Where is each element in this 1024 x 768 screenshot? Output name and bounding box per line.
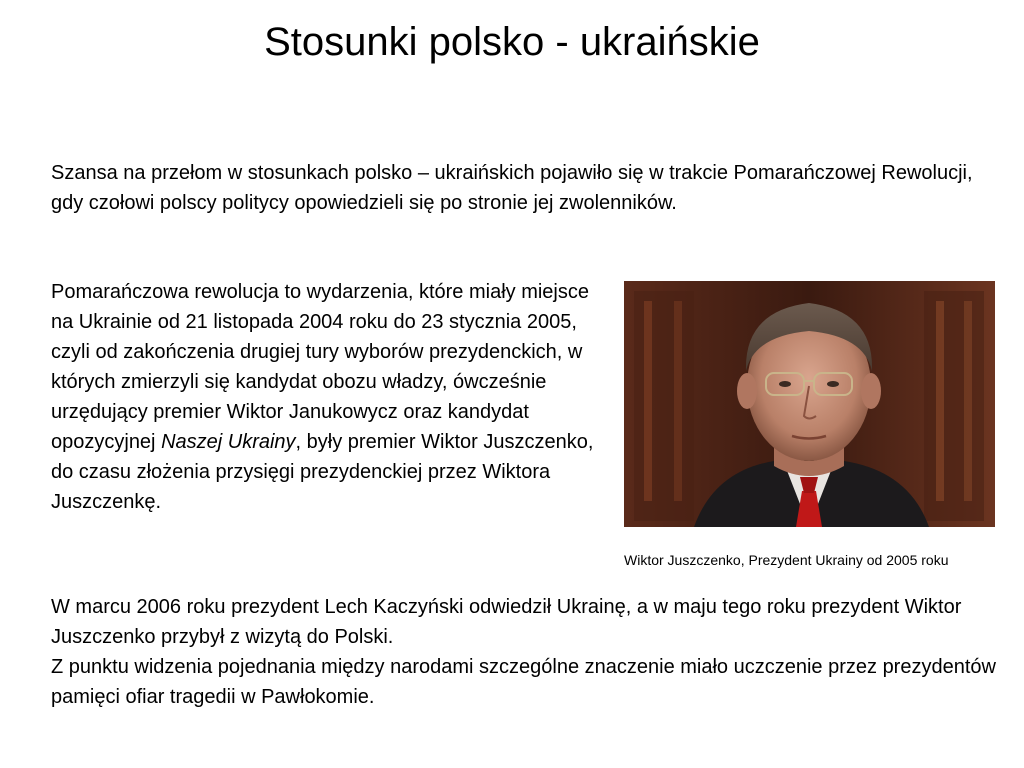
slide-title: Stosunki polsko - ukraińskie (264, 20, 760, 64)
paragraph-text-before: Pomarańczowa rewolucja to wydarzenia, które miały miejsce na Ukrainie od 21 listopada 2004 roku do 23 stycznia 2005, czyli od zakończenia drugiej tury wyborów prezydenckich, w których zmierzyli się kandydat obozu władzy, ówcześnie urzędujący premier Wiktor Janukowycz oraz kandydat opozycyjnej (51, 281, 589, 453)
orange-revolution-paragraph (51, 277, 611, 517)
reconciliation-line: Z punktu widzenia pojednania między narodami szczególne znaczenie miało uczczenie przez prezydentów pamięci ofiar tragedii w Pawłokomie. (51, 656, 996, 708)
visits-paragraph (51, 592, 1011, 712)
party-name-italic: Naszej Ukrainy (161, 431, 296, 453)
visits-line: W marcu 2006 roku prezydent Lech Kaczyński odwiedził Ukrainę, a w maju tego roku prezydent Wiktor Juszczenko przybył z wizytą do Polski. (51, 596, 962, 648)
portrait-photo (624, 281, 995, 527)
paragraph-text-after: , były premier Wiktor Juszczenko, do czasu złożenia przysięgi prezydenckiej przez Wiktora Juszczenkę. (51, 431, 594, 513)
intro-paragraph: Szansa na przełom w stosunkach polsko – ukraińskich pojawiło się w trakcie Pomarańczowej Rewolucji, gdy czołowi polscy politycy opowiedzieli się po stronie jej zwolenników. (51, 162, 973, 214)
photo-caption: Wiktor Juszczenko, Prezydent Ukrainy od 2005 roku (624, 552, 949, 568)
